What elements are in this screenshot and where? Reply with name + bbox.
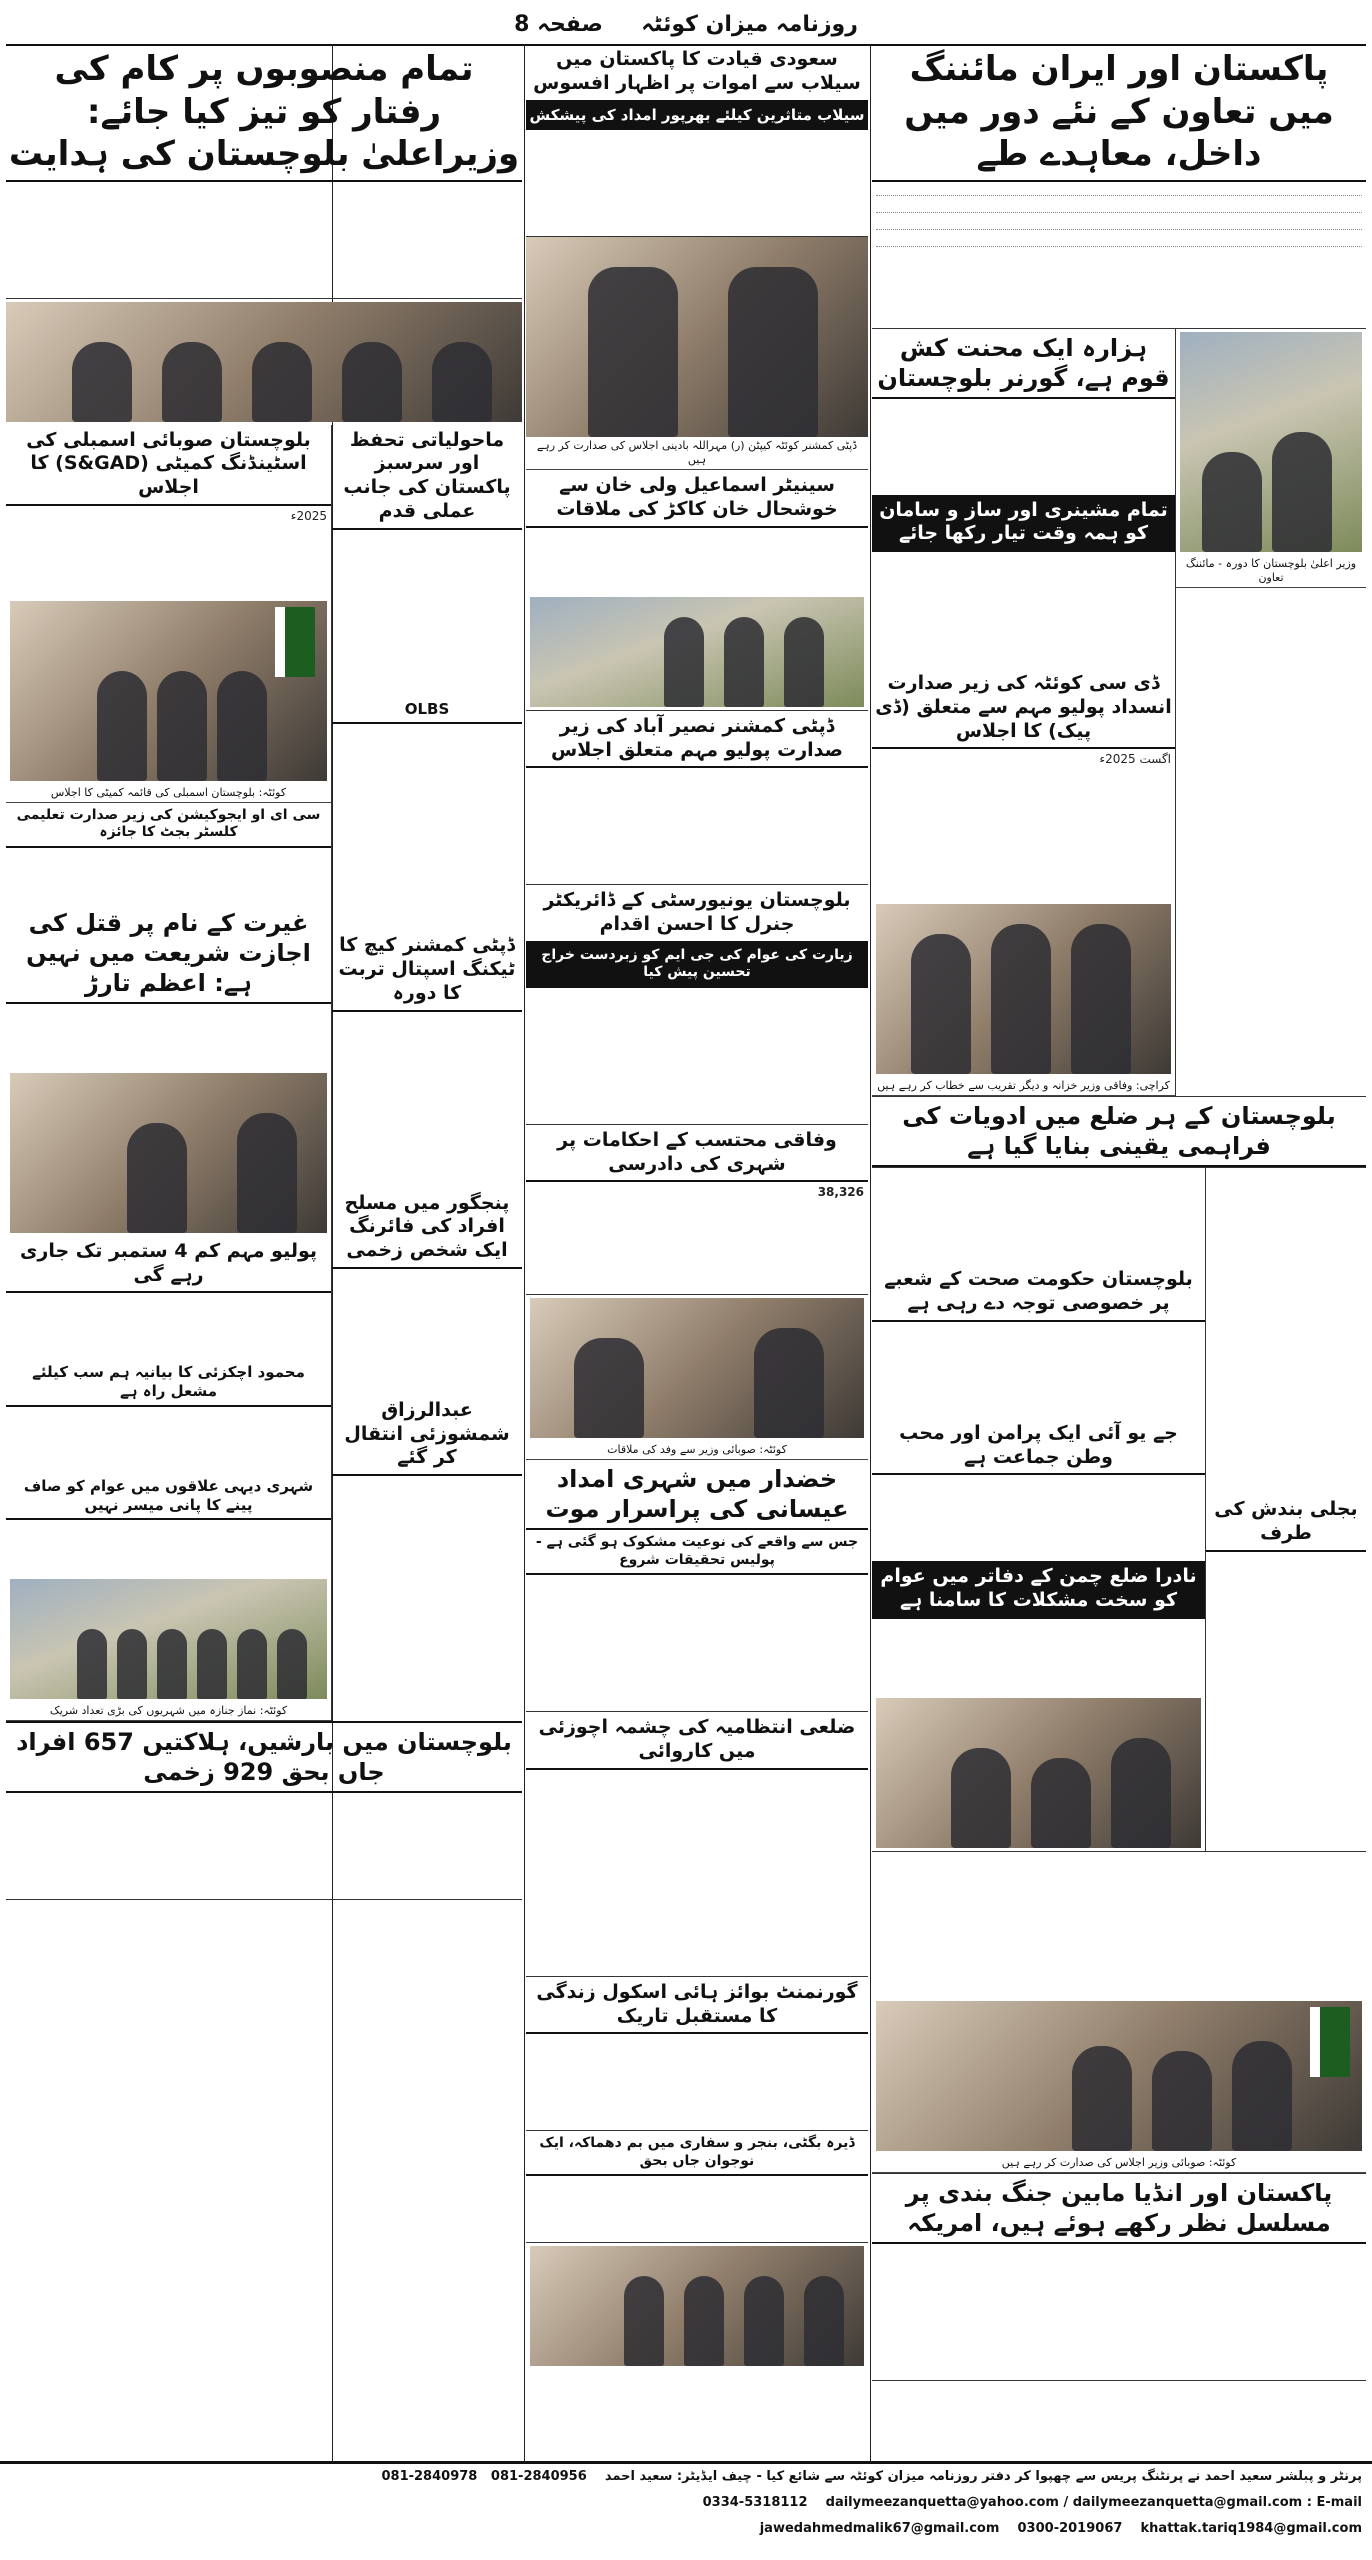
headline: پاکستان اور ایران مائننگ میں تعاون کے نئے دور میں داخل، معاہدے طے xyxy=(872,44,1366,182)
person-figure xyxy=(724,617,764,707)
officials-photo xyxy=(1180,332,1362,552)
headline: پنجگور میں مسلح افراد کی فائرنگ ایک شخص زخمی xyxy=(332,1188,522,1269)
person-figure xyxy=(1202,452,1262,552)
story-body xyxy=(6,1793,522,1899)
person-figure xyxy=(157,1629,187,1699)
left-inner-column xyxy=(331,425,522,1722)
person-figure xyxy=(684,2276,724,2366)
person-figure xyxy=(991,924,1051,1074)
person-figure xyxy=(77,1629,107,1699)
story-dera xyxy=(526,2131,868,2243)
amount: 38,326 xyxy=(817,1185,864,1200)
headline: بجلی بندش کی طرف xyxy=(1206,1494,1366,1552)
page-number: صفحہ 8 xyxy=(514,12,603,37)
headline: سینیٹر اسماعیل ولی خان سے خوشحال خان کاکڑ کی ملاقات xyxy=(526,470,868,528)
meeting-photo-wide xyxy=(6,302,522,422)
story-body xyxy=(526,130,868,236)
story-rain xyxy=(6,1721,522,1900)
phone-number: 081-2840956 xyxy=(490,2469,587,2484)
story-body xyxy=(526,2034,868,2130)
person-figure xyxy=(588,267,678,437)
person-figure xyxy=(784,617,824,707)
story-body xyxy=(332,724,522,930)
story-polio-nasirabad xyxy=(526,711,868,886)
story-body xyxy=(872,552,1175,668)
headline: تمام منصوبوں پر کام کی رفتار کو تیز کیا جائے: وزیراعلیٰ بلوچستان کی ہدایت xyxy=(6,44,522,182)
person-figure xyxy=(237,1629,267,1699)
flag-icon xyxy=(275,607,315,677)
story-chashma xyxy=(526,1712,868,1977)
portraits-photo xyxy=(526,237,868,437)
story-khuzdar xyxy=(526,1460,868,1712)
meeting-photo xyxy=(876,1698,1201,1848)
person-figure xyxy=(1232,2041,1292,2151)
funeral-photo xyxy=(10,1579,327,1699)
email-label: E-mail : xyxy=(1306,2495,1362,2510)
person-figure xyxy=(217,671,267,781)
story-cm-directive xyxy=(6,44,522,299)
headline: سی ای او ایجوکیشن کی زیر صدارت تعلیمی کلسٹر بجٹ کا جائزہ xyxy=(6,803,331,848)
left-split xyxy=(6,425,522,1722)
headline: بلوچستان حکومت صحت کے شعبے پر خصوصی توجہ دے رہی ہے xyxy=(872,1264,1205,1322)
photo-caption: کوئٹہ: صوبائی وزیر اجلاس کی صدارت کر رہے ہیں xyxy=(872,2154,1366,2173)
person-figure xyxy=(664,617,704,707)
headline: بلوچستان صوبائی اسمبلی کی اسٹینڈنگ کمیٹی (S&GAD) کا اجلاس xyxy=(6,425,331,506)
person-figure xyxy=(728,267,818,437)
story-ismail xyxy=(526,470,868,711)
headline: بلوچستان یونیورسٹی کے ڈائریکٹر جنرل کا احسن اقدام xyxy=(526,885,868,943)
headline: جے یو آئی ایک پرامن اور محب وطن جماعت ہے xyxy=(872,1418,1205,1476)
story-body xyxy=(526,1770,868,1976)
story-body xyxy=(6,848,331,904)
story-body xyxy=(872,1619,1205,1695)
person-figure xyxy=(1072,2046,1132,2151)
email-address: khattak.tariq1984@gmail.com xyxy=(1140,2521,1362,2536)
health-stories xyxy=(872,1168,1206,1851)
person-figure xyxy=(1071,924,1131,1074)
person-figure xyxy=(157,671,207,781)
headline: عبدالرزاق شمشوزئی انتقال کر گئے xyxy=(332,1395,522,1476)
person-figure xyxy=(127,1123,187,1233)
headline: گورنمنٹ بوائز ہائی اسکول زندگی کا مستقبل تاریک xyxy=(526,1977,868,2035)
headline: ڈپٹی کمشنر نصیر آباد کی زیر صدارت پولیو مہم متعلق اجلاس xyxy=(526,711,868,769)
email-line xyxy=(0,2490,1372,2516)
headline: ہزارہ ایک محنت کش قوم ہے، گورنر بلوچستان xyxy=(872,329,1175,399)
story-body xyxy=(6,182,522,298)
story-body xyxy=(872,182,1366,328)
story-body xyxy=(6,1293,331,1359)
story-body xyxy=(526,1208,868,1294)
photo-caption: وزیر اعلیٰ بلوچستان کا دورہ - مائننگ تعاون xyxy=(1176,555,1366,588)
field-photo xyxy=(530,597,864,707)
person-figure xyxy=(951,1748,1011,1848)
story-body xyxy=(1206,1552,1366,1758)
headline: بلوچستان کے ہر ضلع میں ادویات کی فراہمی یقینی بنایا گیا ہے xyxy=(872,1097,1366,1167)
photo-caption: کوئٹہ: صوبائی وزیر سے وفد کی ملاقات xyxy=(526,1441,868,1460)
column-rule xyxy=(524,44,525,2462)
mobile-number: 0300-2019067 xyxy=(1017,2521,1123,2536)
date-line: اگست 2025ء xyxy=(1099,752,1171,767)
person-figure xyxy=(117,1629,147,1699)
headline: خضدار میں شہری امداد عیسانی کی پراسرار موت xyxy=(526,1460,868,1530)
headline: نادرا ضلع چمن کے دفاتر میں عوام کو سخت مشکلات کا سامنا ہے xyxy=(872,1561,1205,1619)
photo-block xyxy=(1176,329,1366,1097)
story-body xyxy=(526,2176,868,2242)
health-row xyxy=(872,1168,1366,1852)
person-figure xyxy=(1152,2051,1212,2151)
person-figure xyxy=(624,2276,664,2366)
masthead xyxy=(0,6,1372,44)
story-ombudsman xyxy=(526,1125,868,1296)
lower-stories xyxy=(872,1852,1366,2173)
hazara-row xyxy=(872,329,1366,1098)
person-figure xyxy=(277,1629,307,1699)
person-figure xyxy=(252,342,312,422)
person-figure xyxy=(911,934,971,1074)
photo-caption: کوئٹہ: نماز جنازہ میں شہریوں کی بڑی تعداد شریک xyxy=(6,1702,331,1721)
story-body xyxy=(872,1168,1205,1264)
story-body xyxy=(872,2244,1366,2380)
subheadline: جس سے واقعے کی نوعیت مشکوک ہو گئی ہے - پولیس تحقیقات شروع xyxy=(526,1530,868,1575)
headline: شہری دیہی علاقوں میں عوام کو صاف پینے کا پانی میسر نہیں xyxy=(6,1473,331,1521)
headline: ڈیرہ بگٹی، بنجر و سفاری میں بم دھماکہ، ایک نوجوان جاں بحق xyxy=(526,2131,868,2176)
person-figure xyxy=(342,342,402,422)
person-figure xyxy=(197,1629,227,1699)
story-body xyxy=(526,528,868,594)
headline: سعودی قیادت کا پاکستان میں سیلاب سے اموات پر اظہار افسوس xyxy=(526,44,868,102)
story-body xyxy=(526,1575,868,1711)
left-column xyxy=(6,44,522,2462)
subheadline: زیارت کی عوام کی جی ایم کو زبردست خراج تحسین پیش کیا xyxy=(526,943,868,988)
meeting-photo-2 xyxy=(876,2001,1362,2151)
person-figure xyxy=(1111,1738,1171,1848)
person-figure xyxy=(72,342,132,422)
footer-imprint xyxy=(0,2461,1372,2560)
person-figure xyxy=(1272,432,1332,552)
story-body xyxy=(526,768,868,884)
phone-number: 081-2840978 xyxy=(381,2469,478,2484)
story-saudi xyxy=(526,44,868,237)
email-address: jawedahmedmalik67@gmail.com xyxy=(759,2521,1000,2536)
lower-photo-row xyxy=(872,1852,1366,2174)
story-body xyxy=(1176,588,1366,954)
photo-caption: کوئٹہ: بلوچستان اسمبلی کی قائمہ کمیٹی کا اجلاس xyxy=(6,784,331,803)
person-figure xyxy=(97,671,147,781)
story-body xyxy=(872,1322,1205,1418)
headline: OLBS xyxy=(332,696,522,725)
flag-icon xyxy=(1310,2007,1350,2077)
headline: ڈی سی کوئٹہ کی زیر صدارت انسداد پولیو مہم سے متعلق (ڈی پیک) کا اجلاس xyxy=(872,668,1175,749)
story-body xyxy=(1206,1168,1366,1494)
person-figure xyxy=(804,2276,844,2366)
person-figure xyxy=(432,342,492,422)
left-outer-column xyxy=(6,425,331,1722)
center-right-column xyxy=(526,44,868,2462)
story-body xyxy=(6,532,331,598)
headline: پولیو مہم کم 4 ستمبر تک جاری رہے گی xyxy=(6,1236,331,1294)
headline: ضلعی انتظامیہ کی چشمہ اچوزئی میں کاروائی xyxy=(526,1712,868,1770)
headline: محمود اچکزئی کا بیانیہ ہم سب کیلئے مشعل راہ ہے xyxy=(6,1359,331,1407)
column-rule xyxy=(870,44,871,2462)
assembly-photo xyxy=(10,601,327,781)
headline: ماحولیاتی تحفظ اور سرسبز پاکستان کی جانب عملی قدم xyxy=(332,425,522,530)
headline: تمام مشینری اور ساز و سامان کو ہمہ وقت تیار رکھا جائے xyxy=(872,495,1175,553)
headline: پاکستان اور انڈیا مابین جنگ بندی پر مسلسل نظر رکھے ہوئے ہیں، امریکہ xyxy=(872,2174,1366,2244)
photo-caption: ڈپٹی کمشنر کوئٹہ کیپٹن (ر) مہراللہ بادینی اجلاس کی صدارت کر رہے ہیں xyxy=(526,437,868,470)
story-body xyxy=(6,1520,331,1576)
person-figure xyxy=(237,1113,297,1233)
person-figure xyxy=(162,342,222,422)
imprint-line xyxy=(0,2464,1372,2490)
right-column xyxy=(872,44,1366,2462)
story-body xyxy=(872,775,1175,901)
story-university xyxy=(526,885,868,1125)
headline: بلوچستان میں بارشیں، ہلاکتیں 657 افراد جاں بحق 929 زخمی xyxy=(6,1723,522,1793)
contact-line xyxy=(0,2516,1372,2542)
person-figure xyxy=(754,1328,824,1438)
story-body xyxy=(526,988,868,1124)
subheadline: سیلاب متاثرین کیلئے بھرپور امداد کی پیشکش xyxy=(526,102,868,131)
office-visit-photo xyxy=(10,1073,327,1233)
mobile-number: 0334-5318112 xyxy=(702,2495,808,2510)
imprint-text: پرنٹر و پبلشر سعید احمد نے پرنٹنگ پریس سے چھپوا کر دفتر روزنامہ میزان کوئٹہ سے شائع کیا - چیف ایڈیٹر: سعید احمد xyxy=(604,2469,1362,2484)
date-line: 2025ء xyxy=(290,508,327,523)
story-pak-india xyxy=(872,2174,1366,2381)
story-body xyxy=(872,399,1175,495)
story-body xyxy=(872,1852,1366,1998)
newspaper-title: روزنامہ میزان کوئٹہ xyxy=(641,12,858,37)
story-body xyxy=(332,530,522,696)
office-photo xyxy=(530,1298,864,1438)
photo-caption: کراچی: وفاقی وزیر خزانہ و دیگر تقریب سے خطاب کر رہے ہیں xyxy=(872,1077,1175,1096)
story-body xyxy=(332,1476,522,1632)
karachi-photo xyxy=(876,904,1171,1074)
headline: غیرت کے نام پر قتل کی اجازت شریعت میں نہیں ہے: اعظم تارڑ xyxy=(6,904,331,1004)
headline: ڈپٹی کمشنر کیچ کا ٹیکنگ اسپتال تربت کا دورہ xyxy=(332,930,522,1011)
story-medicine xyxy=(872,1097,1366,1168)
person-figure xyxy=(1031,1758,1091,1848)
story-body xyxy=(6,1004,331,1070)
story-school xyxy=(526,1977,868,2132)
crowd-photo xyxy=(530,2246,864,2366)
headline: وفاقی محتسب کے احکامات پر شہری کی دادرسی xyxy=(526,1125,868,1183)
email-address: dailymeezanquetta@yahoo.com / dailymeezanquetta@gmail.com xyxy=(825,2495,1303,2510)
person-figure xyxy=(574,1338,644,1438)
story-body xyxy=(332,1012,522,1188)
person-figure xyxy=(744,2276,784,2366)
electricity-block xyxy=(1206,1168,1366,1851)
story-body xyxy=(6,1407,331,1473)
story-body xyxy=(872,1475,1205,1561)
story-pak-iran xyxy=(872,44,1366,329)
story-body xyxy=(332,1269,522,1395)
hazara-stories xyxy=(872,329,1176,1097)
